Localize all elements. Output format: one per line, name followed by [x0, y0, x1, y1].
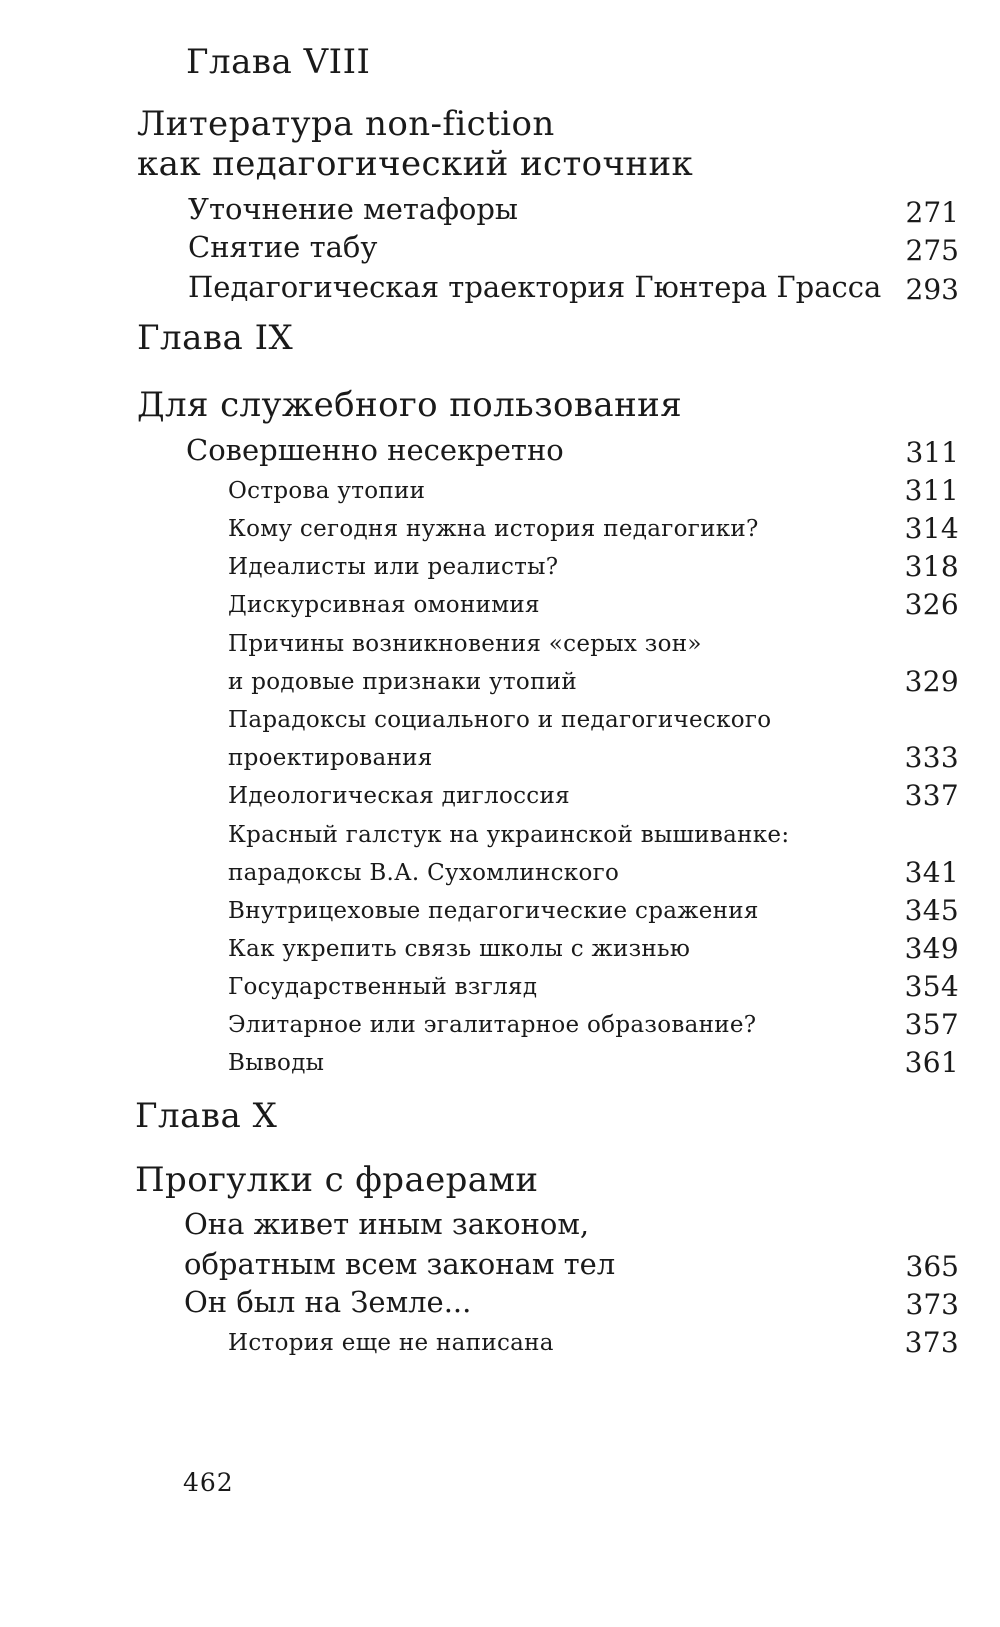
toc-page-number: 271 [905, 196, 959, 229]
chapter-label: Глава X [135, 1096, 278, 1136]
toc-subentry[interactable]: Государственный взгляд [228, 974, 538, 1000]
toc-page-number: 354 [904, 970, 959, 1003]
toc-page-number: 349 [904, 932, 959, 965]
toc-page-number: 329 [904, 665, 959, 698]
toc-entry[interactable]: Он был на Земле... [184, 1285, 472, 1319]
toc-page-number: 357 [904, 1008, 959, 1041]
toc-page-number: 318 [904, 550, 959, 583]
chapter-title-line: как педагогический источник [137, 144, 694, 184]
chapter-title-line: Для служебного пользования [137, 385, 683, 425]
chapter-label: Глава IX [137, 318, 294, 358]
chapter-title-line: Литература non-fiction [137, 104, 555, 144]
chapter-label: Глава VIII [186, 42, 371, 82]
toc-page-number: 361 [904, 1046, 959, 1079]
toc-entry[interactable]: Уточнение метафоры [188, 192, 519, 226]
toc-subentry[interactable]: Внутрицеховые педагогические сражения [228, 898, 759, 924]
toc-page-number: 311 [904, 474, 959, 507]
toc-page-number: 345 [904, 894, 959, 927]
toc-subentry[interactable]: Острова утопии [228, 478, 426, 504]
toc-subentry[interactable]: Кому сегодня нужна история педагогики? [228, 516, 759, 542]
toc-subentry[interactable]: Как укрепить связь школы с жизнью [228, 936, 691, 962]
toc-page-number: 337 [904, 779, 959, 812]
page-folio: 462 [183, 1468, 234, 1497]
toc-subentry[interactable]: Парадоксы социального и педагогического [228, 707, 772, 733]
toc-subentry[interactable]: Причины возникновения «серых зон» [228, 631, 702, 657]
toc-subentry[interactable]: Выводы [228, 1050, 325, 1076]
toc-page-number: 326 [904, 588, 959, 621]
toc-subentry-continued[interactable]: проектирования [228, 745, 433, 771]
toc-entry[interactable]: Педагогическая траектория Гюнтера Грасса [188, 270, 882, 304]
toc-page-number: 373 [905, 1288, 959, 1321]
toc-page-number: 365 [905, 1250, 959, 1283]
toc-entry-continued[interactable]: обратным всем законам тел [184, 1247, 616, 1281]
toc-page-number: 314 [904, 512, 959, 545]
chapter-title-line: Прогулки с фраерами [135, 1160, 539, 1200]
toc-subentry[interactable]: Элитарное или эгалитарное образование? [228, 1012, 757, 1038]
toc-subentry[interactable]: Красный галстук на украинской вышиванке: [228, 822, 790, 848]
toc-subentry[interactable]: Идеалисты или реалисты? [228, 554, 559, 580]
toc-page-number: 293 [905, 273, 959, 306]
toc-page-number: 333 [904, 741, 959, 774]
toc-subentry-continued[interactable]: и родовые признаки утопий [228, 669, 577, 695]
toc-subentry[interactable]: Дискурсивная омонимия [228, 592, 540, 618]
toc-page-number: 275 [905, 234, 959, 267]
toc-subentry[interactable]: История еще не написана [228, 1330, 554, 1356]
toc-subentry-continued[interactable]: парадоксы В.А. Сухомлинского [228, 860, 620, 886]
toc-page-number: 373 [904, 1326, 959, 1359]
toc-page-number: 311 [905, 436, 959, 469]
toc-page-number: 341 [904, 856, 959, 889]
toc-section[interactable]: Совершенно несекретно [186, 433, 564, 467]
toc-entry[interactable]: Снятие табу [188, 230, 378, 264]
toc-entry[interactable]: Она живет иным законом, [184, 1207, 590, 1241]
toc-subentry[interactable]: Идеологическая диглоссия [228, 783, 570, 809]
